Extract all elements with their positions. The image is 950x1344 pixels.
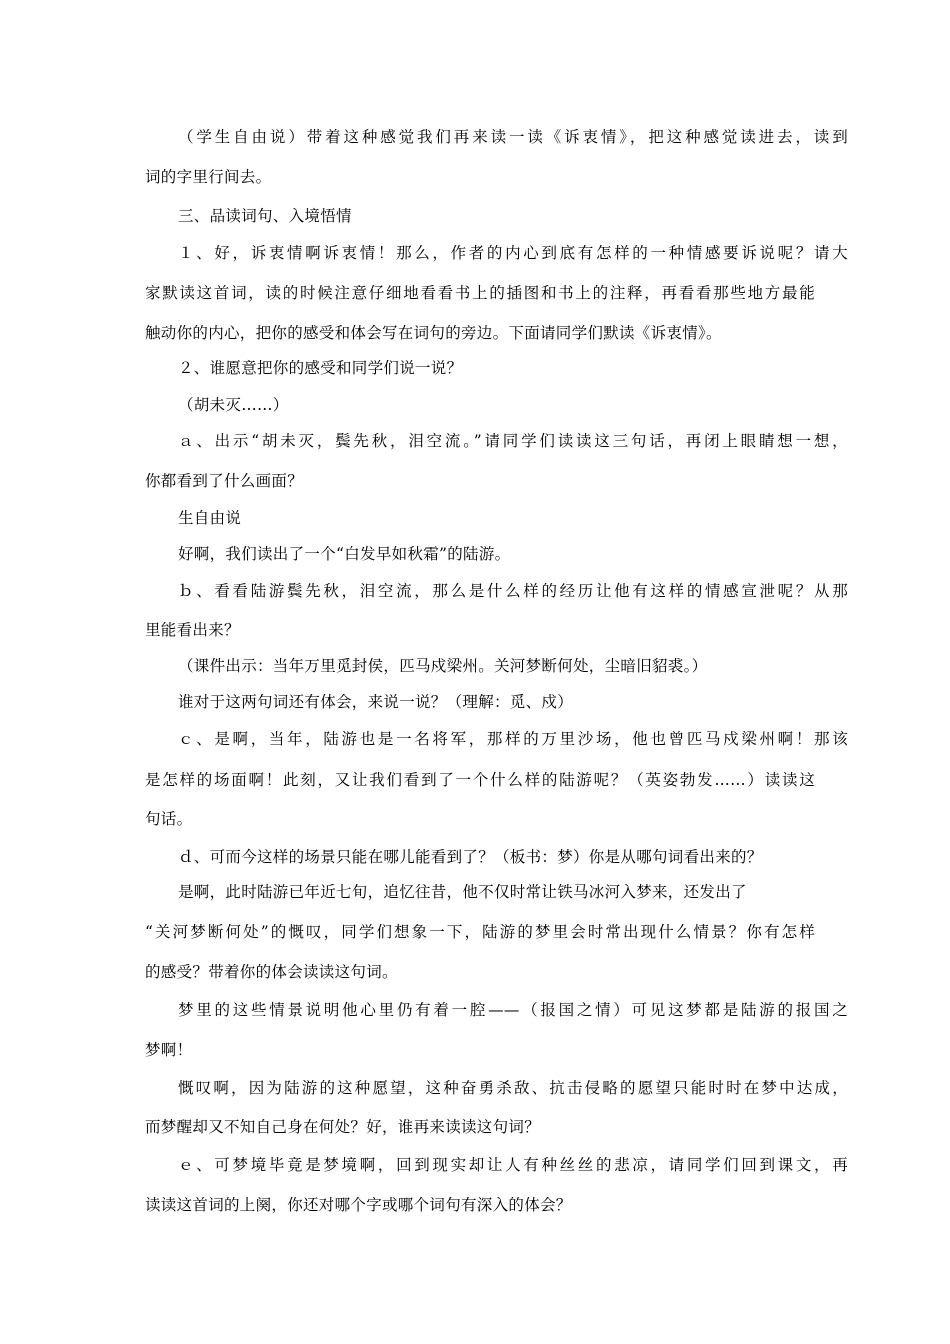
text-line: ２、谁愿意把你的感受和同学们说一说？	[178, 359, 463, 377]
text-line: 是啊，此时陆游已年近七旬，追忆往昔，他不仅时常让铁马冰河入梦来，还发出了	[178, 883, 747, 901]
text-line: 梦里的这些情景说明他心里仍有着一腔——（报国之情）可见这梦都是陆游的报国之	[178, 1001, 848, 1019]
text-line: 的感受？带着你的体会读读这句词。	[145, 963, 398, 981]
text-line: 好啊，我们读出了一个“白发早如秋霜”的陆游。	[178, 545, 511, 563]
text-line: 家默读这首词，读的时候注意仔细地看看书上的插图和书上的注释，再看看那些地方最能	[145, 284, 815, 302]
text-line: 梦啊！	[145, 1041, 193, 1059]
text-line: 触动你的内心，把你的感受和体会写在词句的旁边。下面请同学们默读《诉衷情》。	[145, 324, 722, 342]
text-line: 读读这首词的上阕，你还对哪个字或哪个词句有深入的体会？	[145, 1196, 572, 1214]
text-line: 而梦醒却又不知自己身在何处？好，谁再来读读这句词？	[145, 1118, 541, 1136]
text-line: 是怎样的场面啊！此刻，又让我们看到了一个什么样的陆游呢？（英姿勃发……）读读这	[145, 771, 815, 789]
text-line: ｅ、可梦境毕竟是梦境啊，回到现实却让人有种丝丝的悲凉，请同学们回到课文，再	[178, 1156, 848, 1174]
text-line: “关河梦断何处”的慨叹，同学们想象一下，陆游的梦里会时常出现什么情景？你有怎样	[145, 923, 815, 941]
text-line: （胡未灭……）	[178, 396, 289, 414]
text-line: （学生自由说）带着这种感觉我们再来读一读《诉衷情》，把这种感觉读进去，读到	[178, 128, 848, 146]
text-line: 慨叹啊，因为陆游的这种愿望，这种奋勇杀敌、抗击侵略的愿望只能时时在梦中达成，	[178, 1079, 848, 1097]
text-line: ｃ、是啊，当年，陆游也是一名将军，那样的万里沙场，他也曾匹马戍梁州啊！那该	[178, 730, 848, 748]
text-line: １、好，诉衷情啊诉衷情！那么，作者的内心到底有怎样的一种情感要诉说呢？请大	[178, 244, 848, 262]
section-heading: 三、品读词句、入境悟情	[178, 207, 352, 225]
text-line: 句话。	[145, 810, 193, 828]
text-line: ｄ、可而今这样的场景只能在哪儿能看到了？（板书：梦）你是从哪句词看出来的？	[178, 848, 763, 866]
text-line: 生自由说	[178, 509, 242, 527]
text-line: 词的字里行间去。	[145, 168, 272, 186]
text-line: 你都看到了什么画面？	[145, 472, 304, 490]
text-line: ａ、出示“胡未灭，鬓先秋，泪空流。”请同学们读读这三句话，再闭上眼睛想一想，	[178, 432, 848, 450]
text-line: 谁对于这两句词还有体会，来说一说？（理解：觅、戍）	[178, 693, 574, 711]
text-line: ｂ、看看陆游鬓先秋，泪空流，那么是什么样的经历让他有这样的情感宣泄呢？从那	[178, 582, 848, 600]
text-line: （课件出示：当年万里觅封侯，匹马戍梁州。关河梦断何处，尘暗旧貂裘。）	[178, 657, 708, 675]
text-line: 里能看出来？	[145, 621, 240, 639]
